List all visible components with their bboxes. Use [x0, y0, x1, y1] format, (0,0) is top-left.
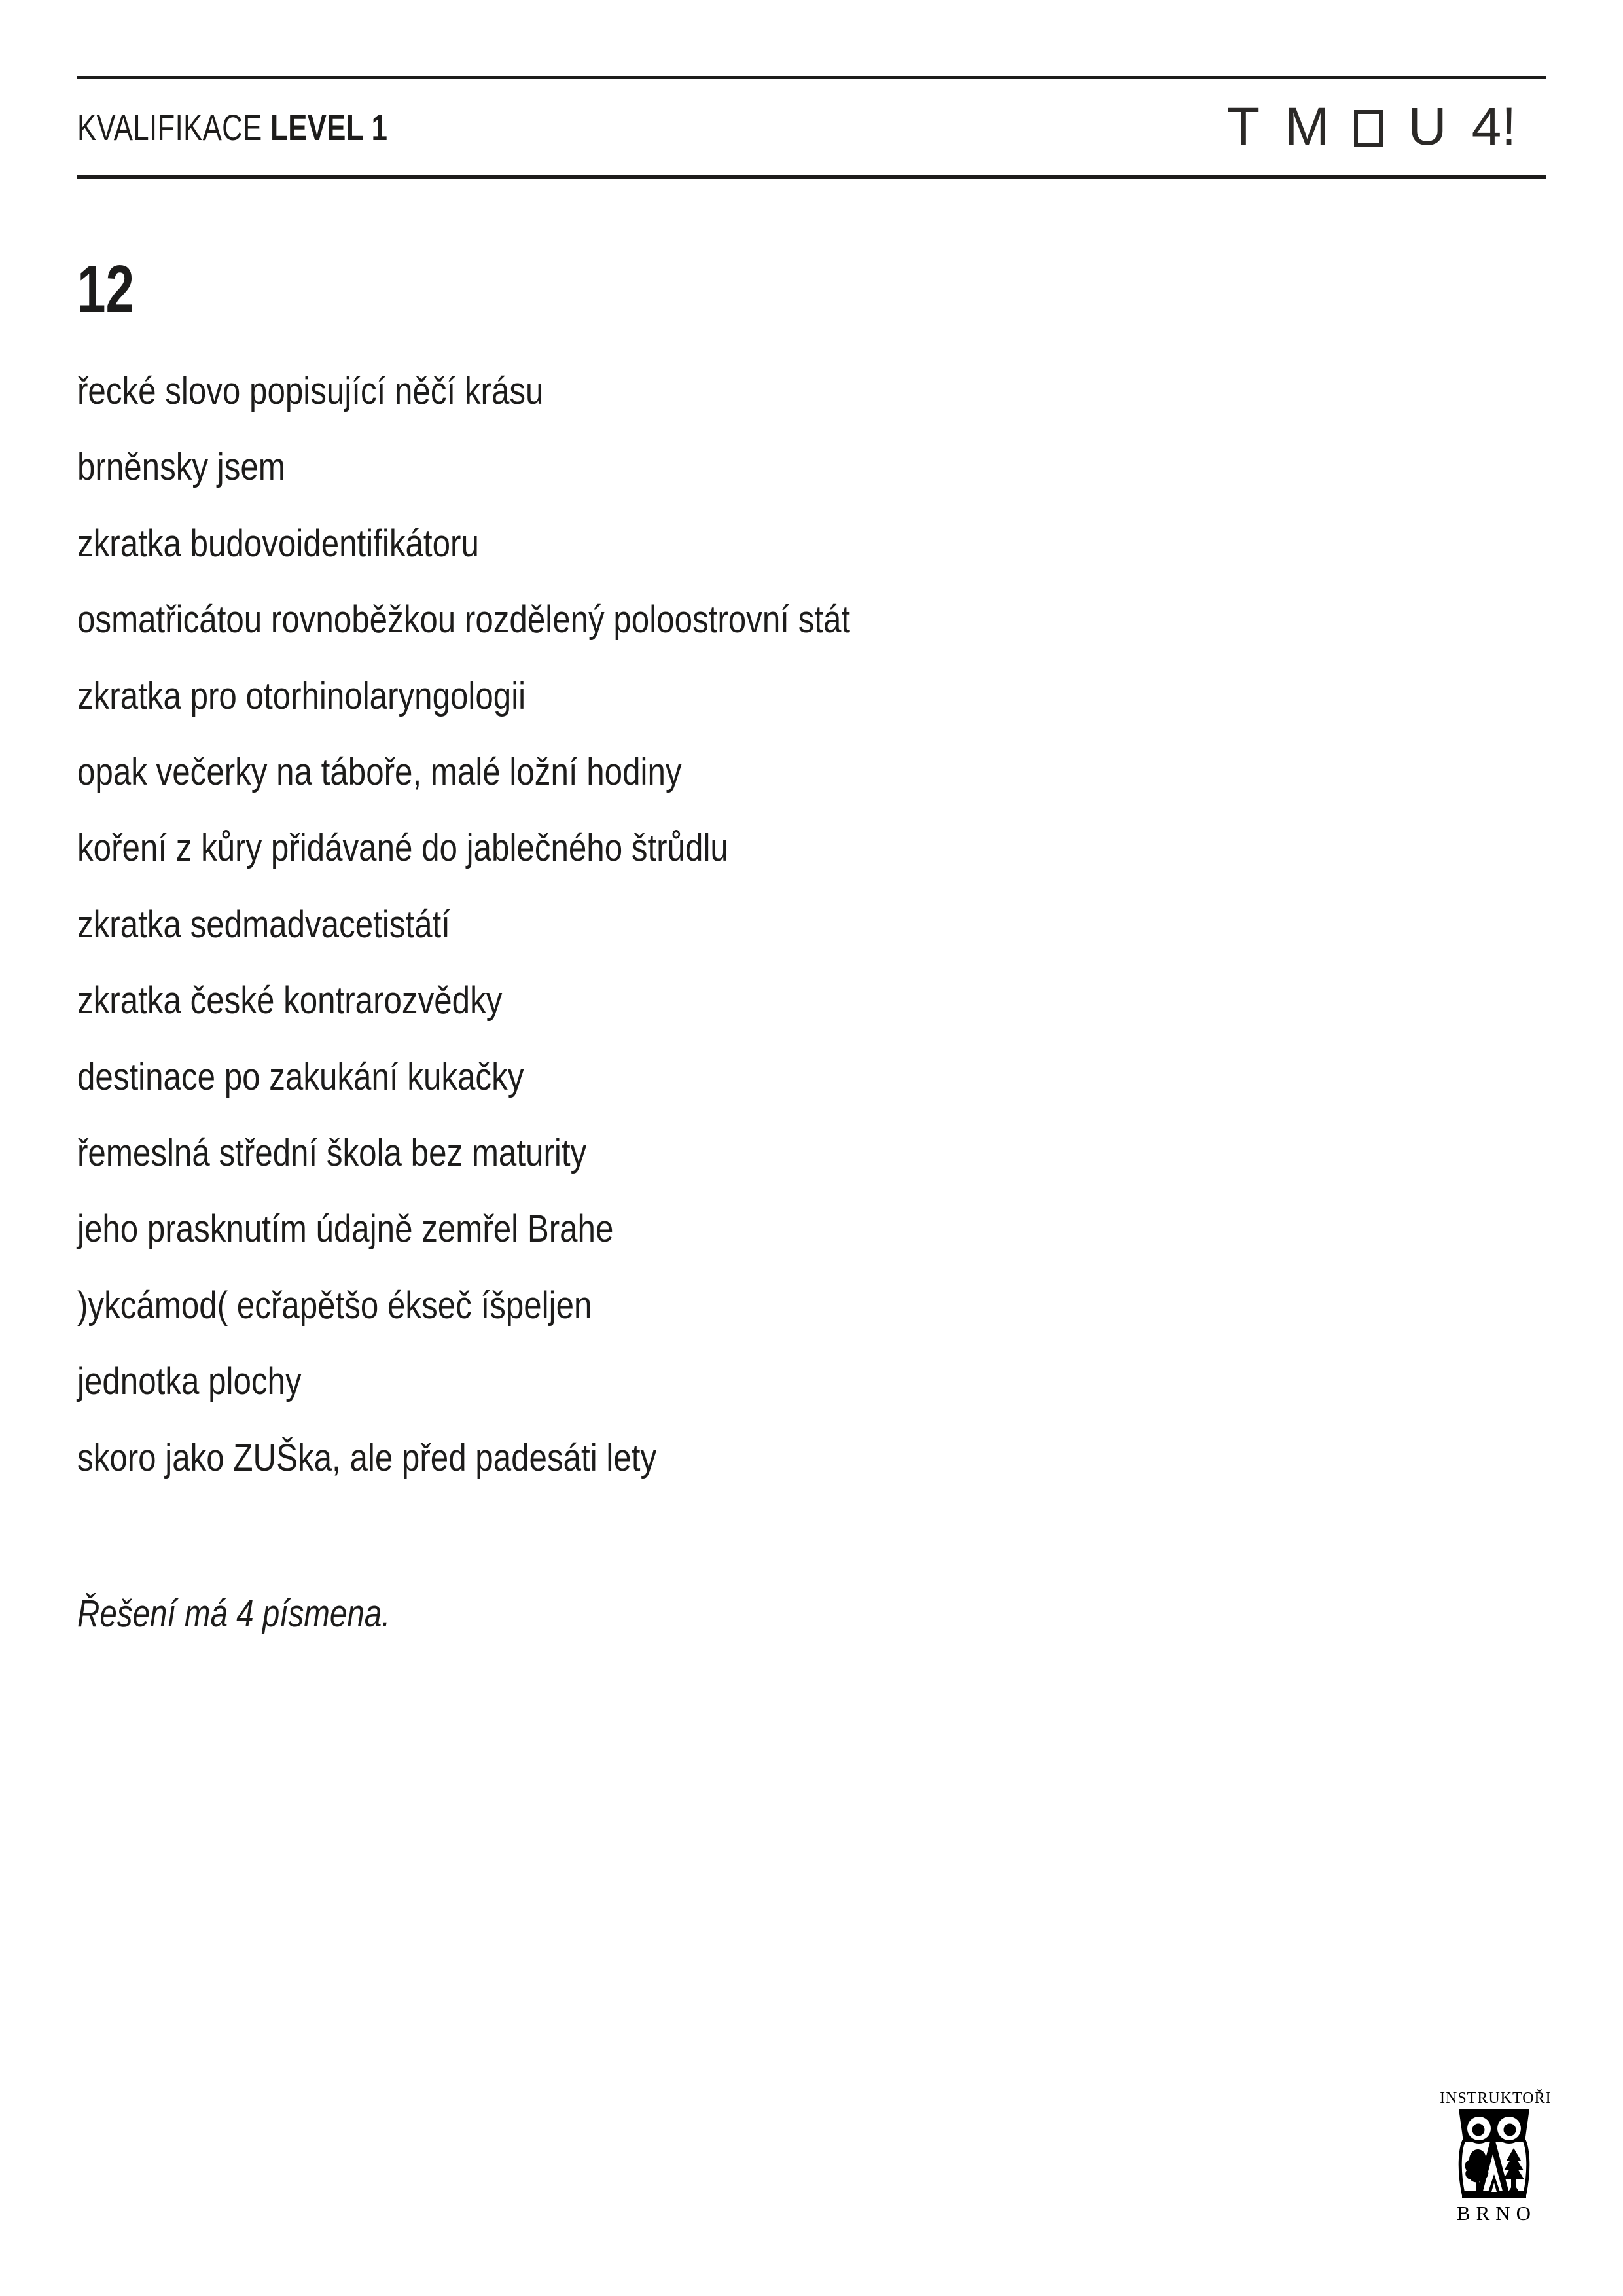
clue-item: jednotka plochy: [77, 1360, 302, 1403]
org-name-brno: BRNO: [1456, 2202, 1537, 2225]
tmou-letter-m: M: [1285, 97, 1330, 156]
tmou-letter-t: T: [1226, 97, 1260, 156]
puzzle-number: 12: [77, 251, 135, 327]
tmou-number-four: 4!: [1471, 97, 1516, 156]
tmou-letter-u: U: [1408, 97, 1447, 156]
clue-item: zkratka české kontrarozvědky: [77, 979, 503, 1022]
clue-item: jeho prasknutím údajně zemřel Brahe: [77, 1208, 614, 1251]
clue-item: opak večerky na táboře, malé ložní hodiny: [77, 751, 682, 794]
clue-item: řemeslná střední škola bez maturity: [77, 1132, 587, 1175]
clue-item: řecké slovo popisující něčí krásu: [77, 370, 544, 412]
header-rule-top: [77, 76, 1546, 79]
owl-logo-icon: [1457, 2109, 1531, 2199]
clue-list: [77, 353, 987, 1496]
clue-item: zkratka pro otorhinolaryngologii: [77, 674, 526, 717]
clue-item: destinace po zakukání kukačky: [77, 1055, 524, 1098]
document-category: KVALIFIKACE: [77, 107, 262, 148]
tmou-square-icon: [1354, 110, 1383, 147]
clue-item: zkratka budovoidentifikátoru: [77, 522, 479, 565]
tmou-logo: [1226, 97, 1516, 156]
solution-note: Řešení má 4 písmena.: [77, 1592, 391, 1635]
document-level: LEVEL 1: [270, 107, 388, 148]
clue-item: )ykcámod( ecřapětšo ékseč íšpeljen: [77, 1283, 592, 1327]
clue-item: brněnsky jsem: [77, 446, 285, 489]
instruktori-brno-logo: [1440, 2089, 1552, 2225]
clue-item: skoro jako ZUŠka, ale před padesáti lety: [77, 1436, 657, 1479]
header-rule-bottom: [77, 175, 1546, 179]
clue-item: osmatřicátou rovnoběžkou rozdělený poloostrovní stát: [77, 598, 851, 641]
org-name-top: INSTRUKTOŘI: [1440, 2090, 1552, 2107]
clue-item: koření z kůry přidávané do jablečného štrůdlu: [77, 827, 728, 870]
clue-item: zkratka sedmadvacetistátí: [77, 903, 450, 946]
page-title: [77, 109, 387, 146]
